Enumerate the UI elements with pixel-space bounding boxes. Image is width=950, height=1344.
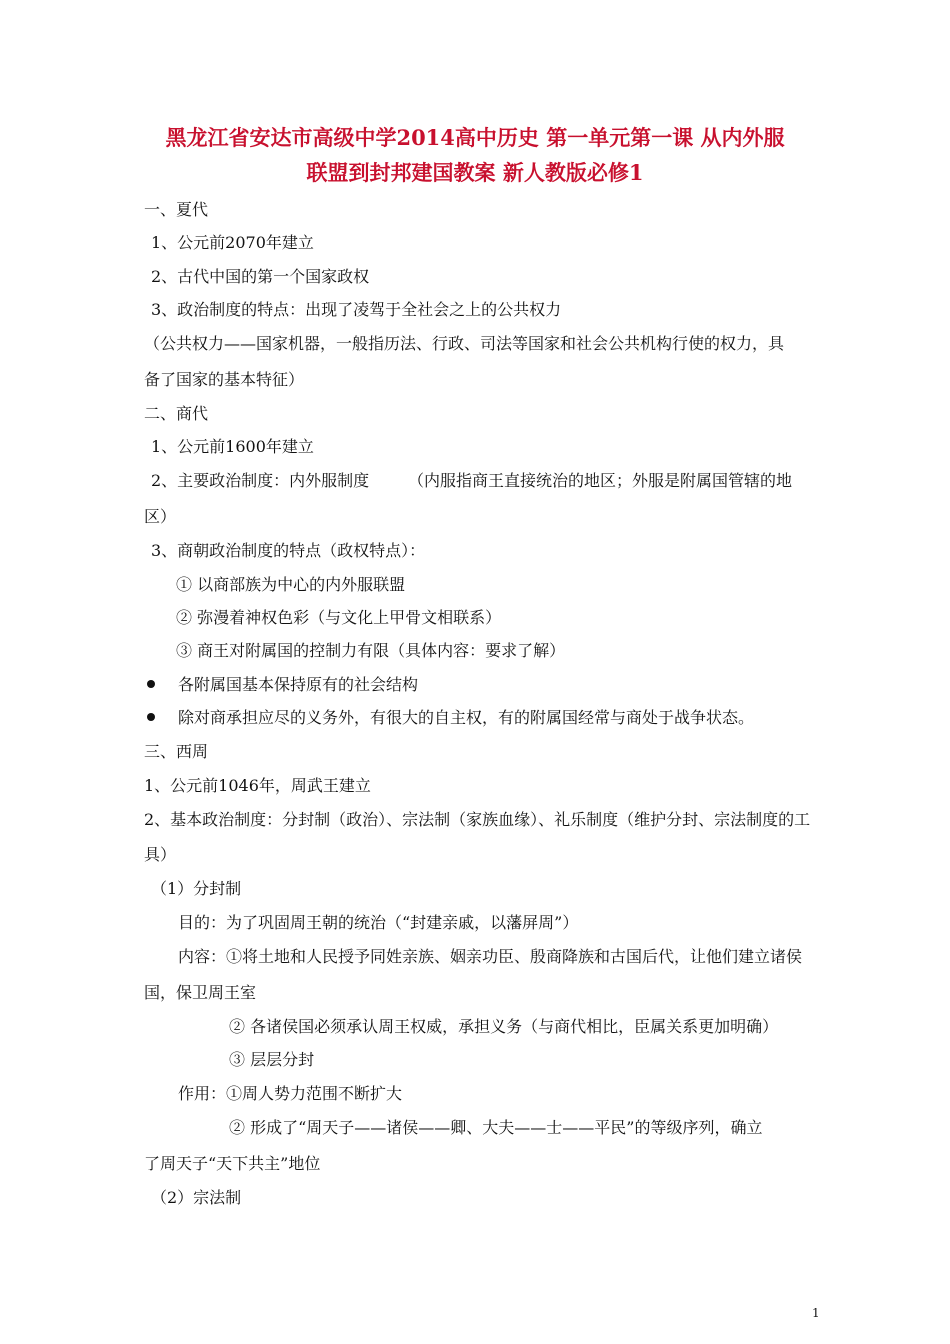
fenfeng-purpose: 目的：为了巩固周王朝的统治（“封建亲戚，以藩屏周”）: [178, 913, 579, 932]
bullet-dot-2: [147, 713, 155, 721]
fenfeng-content-1-cont: 国，保卫周王室: [144, 983, 257, 1002]
xizhou-item-2: 2、基本政治制度：分封制（政治）、宗法制（家族血缘）、礼乐制度（维护分封、宗法制度的工: [144, 810, 811, 829]
shang-item-2-note-cont: 区）: [144, 507, 177, 526]
document-title-line2: 联盟到封邦建国教案 新人教版必修1: [306, 160, 644, 185]
bullet-dot-1: [147, 680, 155, 688]
fenfeng-effect-1: 作用：①周人势力范围不断扩大: [178, 1084, 403, 1103]
fenfeng-effect-2-cont: 了周天子“天下共主”地位: [144, 1154, 321, 1173]
shang-item-3: 3、商朝政治制度的特点（政权特点）：: [151, 541, 426, 560]
fenfeng-effect-2: ② 形成了“周天子——诸侯——卿、大夫——士——平民”的等级序列，确立: [229, 1118, 763, 1137]
shang-feature-1: ① 以商部族为中心的内外服联盟: [176, 575, 406, 594]
xia-note-line1: （公共权力——国家机器，一般指历法、行政、司法等国家和社会公共机构行使的权力，具: [144, 334, 785, 353]
shang-feature-3: ③ 商王对附属国的控制力有限（具体内容：要求了解）: [176, 641, 566, 660]
xia-note-line2: 备了国家的基本特征）: [144, 370, 305, 389]
document-title-line1: 黑龙江省安达市高级中学2014高中历史 第一单元第一课 从内外服: [165, 125, 785, 150]
xia-item-1: 1、公元前2070年建立: [151, 233, 314, 252]
fenfeng-content-2: ② 各诸侯国必须承认周王权威，承担义务（与商代相比，臣属关系更加明确）: [229, 1017, 779, 1036]
shang-bullet-2: 除对商承担应尽的义务外，有很大的自主权，有的附属国经常与商处于战争状态。: [178, 708, 755, 727]
page-number: 1: [812, 1306, 820, 1320]
shang-bullet-1: 各附属国基本保持原有的社会结构: [178, 675, 419, 694]
shang-item-1: 1、公元前1600年建立: [151, 437, 314, 456]
section-heading-shang: 二、商代: [144, 404, 209, 423]
xizhou-item-1: 1、公元前1046年，周武王建立: [144, 776, 371, 795]
xia-item-2: 2、古代中国的第一个国家政权: [151, 267, 370, 286]
fenfeng-content-3: ③ 层层分封: [229, 1050, 315, 1069]
xia-item-3: 3、政治制度的特点：出现了凌驾于全社会之上的公共权力: [151, 300, 562, 319]
shang-item-2: 2、主要政治制度：内外服制度: [151, 471, 370, 490]
subsection-zongfa: （2）宗法制: [151, 1188, 242, 1207]
fenfeng-content-1: 内容：①将土地和人民授予同姓亲族、姻亲功臣、殷商降族和古国后代，让他们建立诸侯: [178, 947, 803, 966]
xizhou-item-2-cont: 具）: [144, 845, 177, 864]
section-heading-xia: 一、夏代: [144, 200, 209, 219]
subsection-fenfeng: （1）分封制: [151, 879, 242, 898]
shang-feature-2: ② 弥漫着神权色彩（与文化上甲骨文相联系）: [176, 608, 502, 627]
shang-item-2-note: （内服指商王直接统治的地区；外服是附属国管辖的地: [408, 471, 793, 490]
section-heading-xizhou: 三、西周: [144, 742, 209, 761]
